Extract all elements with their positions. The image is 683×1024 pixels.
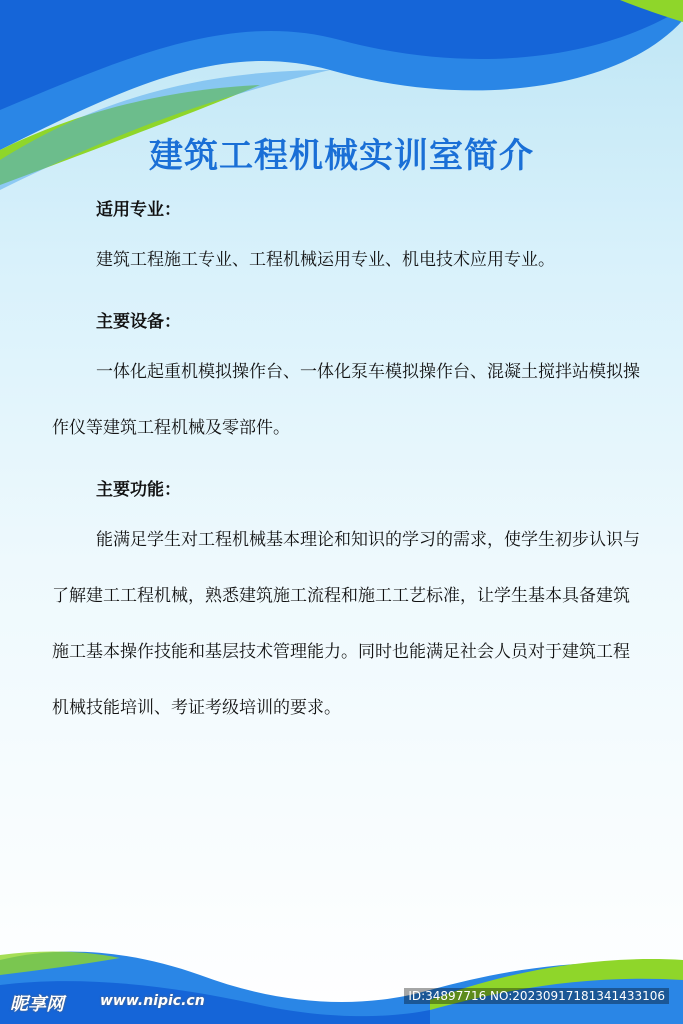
section-heading: 适用专业： [96, 200, 181, 220]
section-functions [52, 468, 642, 736]
section-equipment [52, 300, 642, 456]
section-paragraph: 能满足学生对工程机械基本理论和知识的学习的需求，使学生初步认识与了解建工工程机械，熟悉建筑施工流程和施工工艺标准，让学生基本具备建筑施工基本操作技能和基层技术管理能力。同时也能满足社会人员对于建筑工程机械技能培训、考证考级培训的要求。 [52, 530, 640, 718]
watermark-logo: 昵享网 [10, 994, 64, 1015]
watermark-id: ID:34897716 NO:20230917181341433106 [404, 988, 669, 1004]
section-heading: 主要设备： [96, 312, 181, 332]
content [52, 188, 642, 736]
page-title: 建筑工程机械实训室简介 [149, 136, 534, 176]
watermark-site: www.nipic.cn [100, 993, 205, 1009]
section-paragraph: 建筑工程施工专业、工程机械运用专业、机电技术应用专业。 [96, 250, 555, 270]
section-majors [52, 188, 642, 288]
section-paragraph: 一体化起重机模拟操作台、一体化泵车模拟操作台、混凝土搅拌站模拟操作仪等建筑工程机械及零部件。 [52, 362, 640, 438]
section-heading: 主要功能： [96, 480, 181, 500]
